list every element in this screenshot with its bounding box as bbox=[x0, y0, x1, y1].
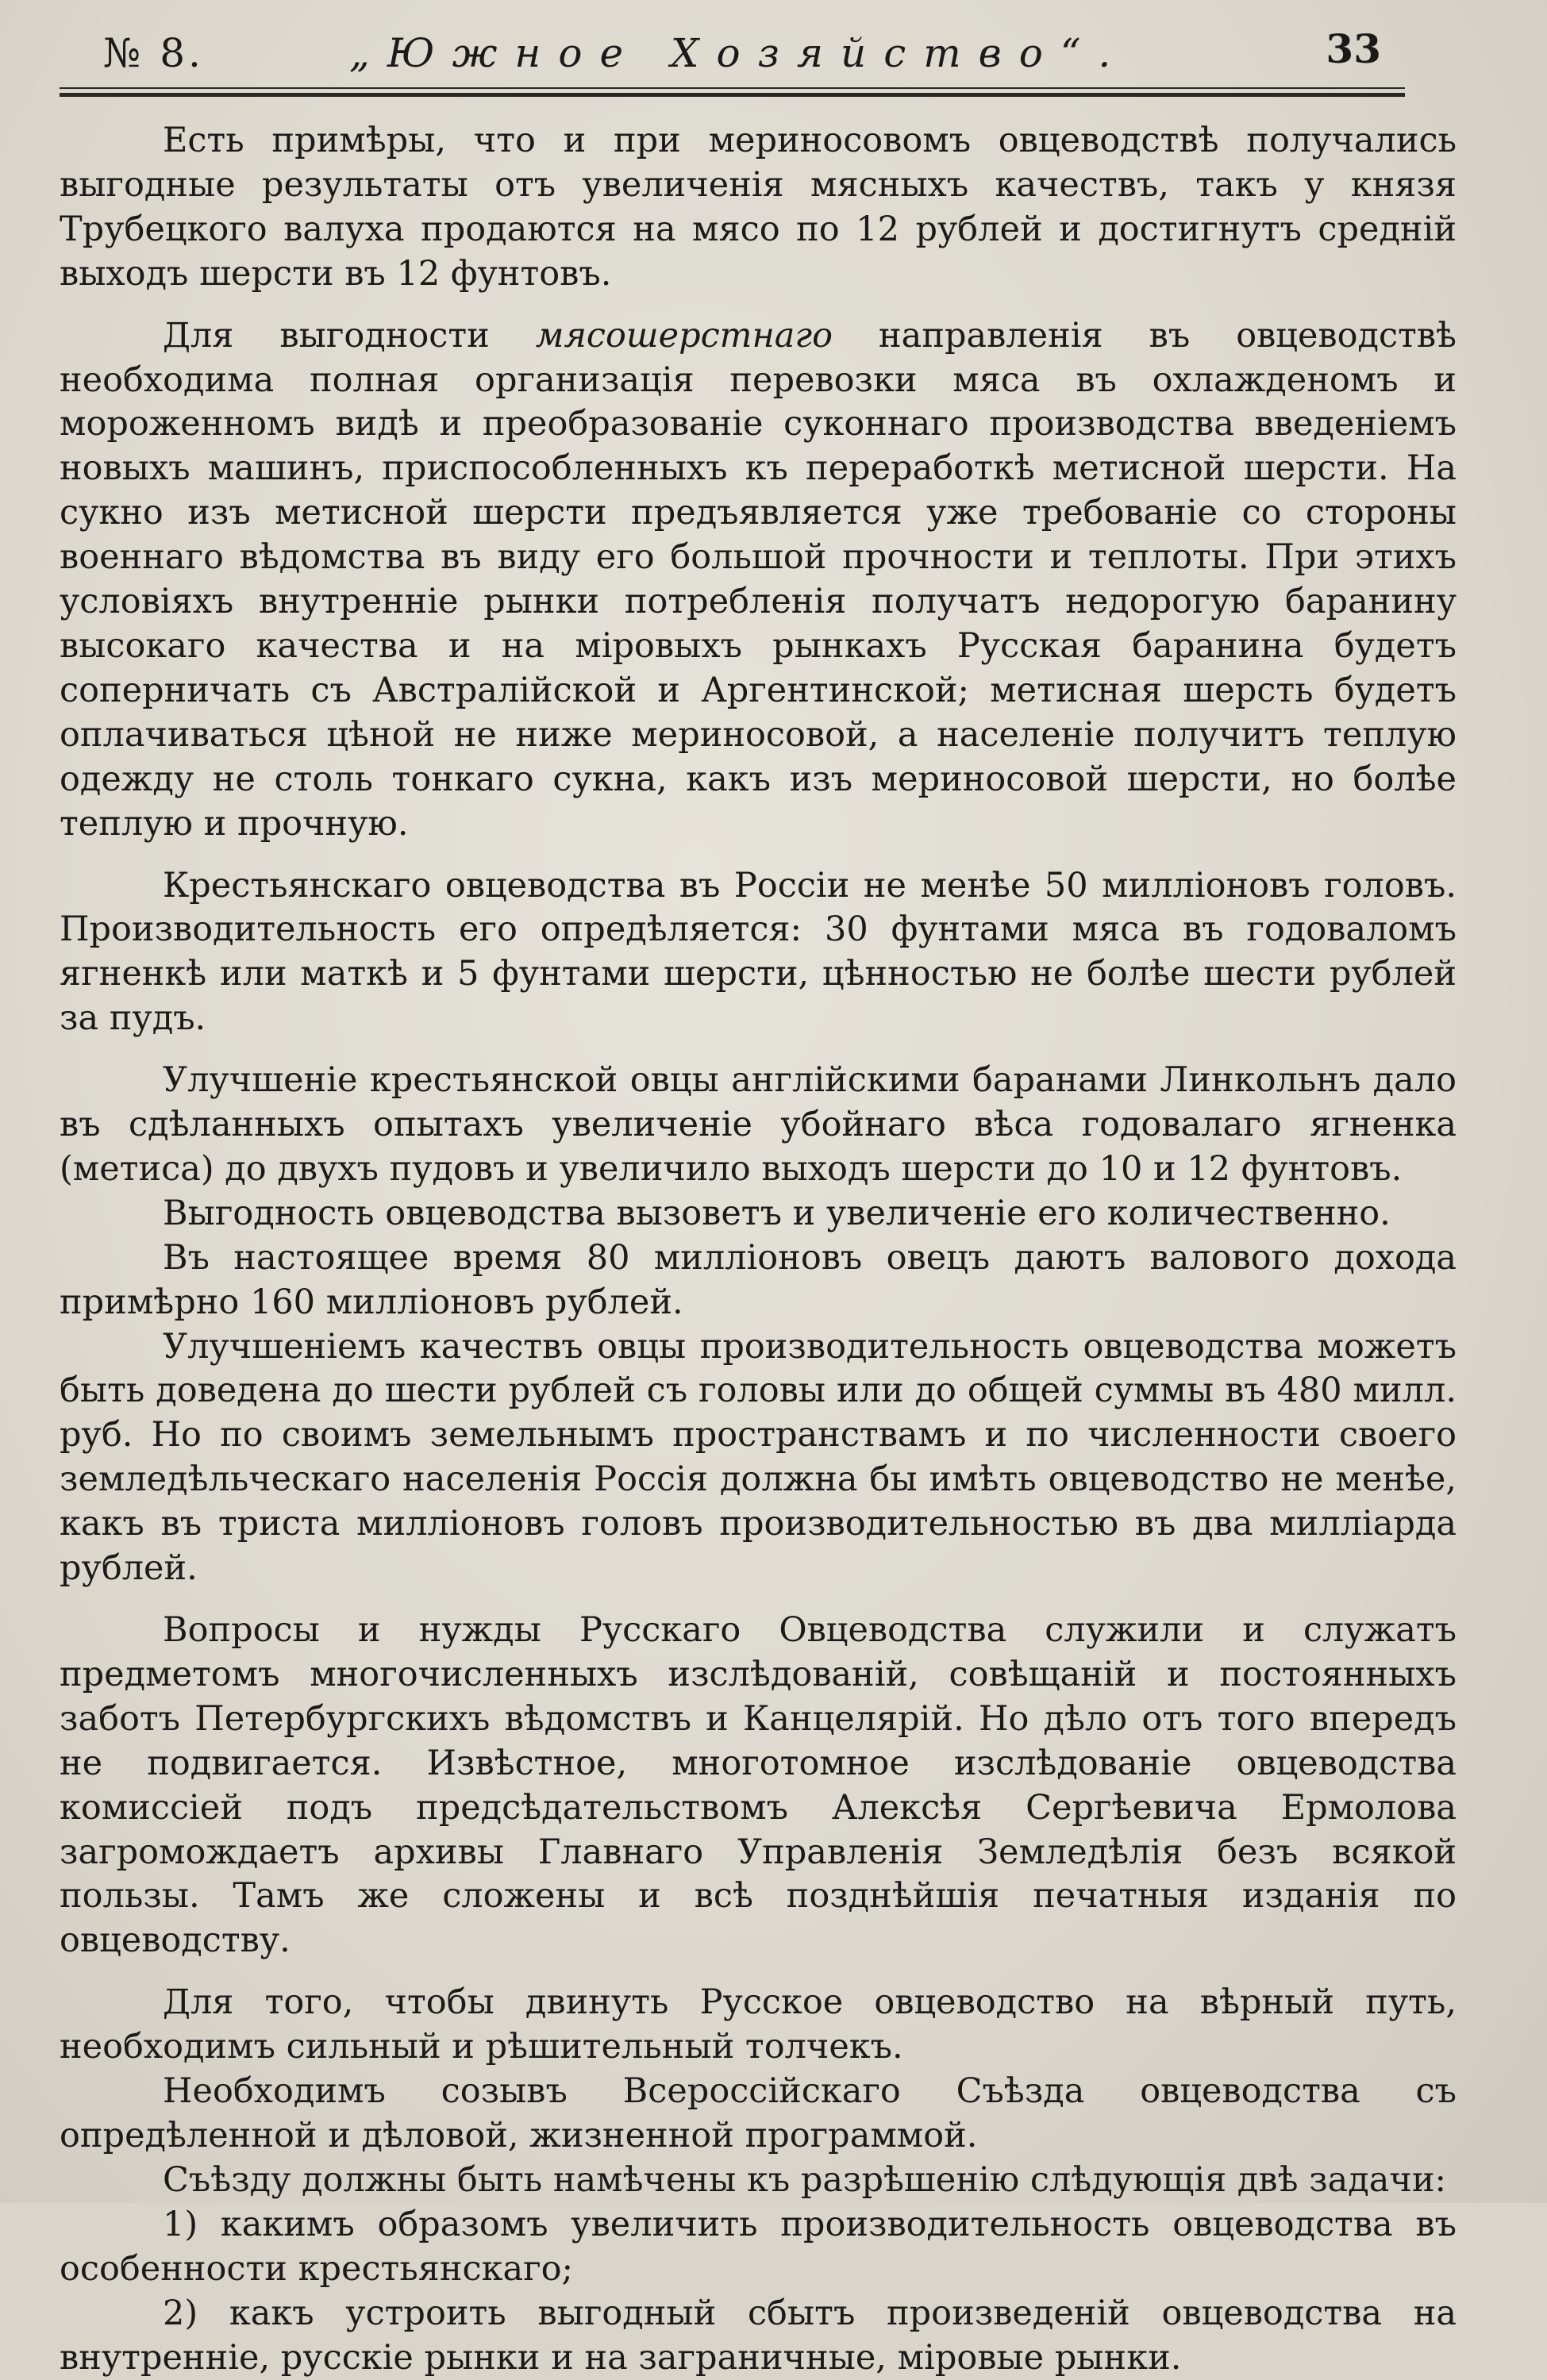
journal-title: „Южное Хозяйство“. bbox=[349, 30, 1129, 76]
paragraph: Вопросы и нужды Русскаго Овцеводства служили и служатъ предметомъ многочисленныхъ изслѣдованій, совѣщаній и постоянныхъ заботъ Петербургскихъ вѣдомствъ и Канцелярій. Но дѣло отъ того впередъ не подвигается. Извѣстное, многотомное изслѣдованіе овцеводства комиссіей подъ предсѣдательствомъ Алексѣя Сергѣевича Ермолова загромождаетъ архивы Главнаго Управленія Земледѣлія безъ всякой пользы. Тамъ же сложены и всѣ позднѣйшія печатныя изданія по овцеводству. bbox=[60, 1610, 1457, 1961]
paragraph: Улучшеніе крестьянской овцы англійскими баранами Линкольнъ дало въ сдѣланныхъ опытахъ увеличеніе убойнаго вѣса годовалаго ягненка (метиса) до двухъ пудовъ и увеличило выходъ шерсти до 10 и 12 фунтовъ. bbox=[60, 1060, 1457, 1189]
paragraph: Необходимъ созывъ Всероссійскаго Съѣзда овцеводства съ опредѣленной и дѣловой, жизненной программой. bbox=[60, 2071, 1457, 2155]
paragraph: Есть примѣры, что и при мериносовомъ овцеводствѣ получались выгодные результаты отъ увеличенія мясныхъ качествъ, такъ у князя Трубецкого валуха продаются на мясо по 12 рублей и достигнутъ средній выходъ шерсти въ 12 фунтовъ. bbox=[60, 121, 1457, 294]
issue-number: № 8. bbox=[103, 30, 204, 76]
article-body bbox=[60, 119, 1457, 2380]
paragraph: Крестьянскаго овцеводства въ Россіи не менѣе 50 милліоновъ головъ. Производительность его опредѣляется: 30 фунтами мяса въ годоваломъ ягненкѣ или маткѣ и 5 фунтами шерсти, цѣнностью не болѣе шести рублей за пудъ. bbox=[60, 865, 1457, 1039]
emphasis-term: мясошерстнаго bbox=[535, 315, 833, 356]
page-number: 33 bbox=[1326, 25, 1381, 72]
paragraph bbox=[60, 314, 1457, 847]
list-item: 2) какъ устроить выгодный сбытъ произведеній овцеводства на внутренніе, русскіе рынки и на заграничные, міровые рынки. bbox=[60, 2293, 1457, 2378]
paragraph: Для того, чтобы двинуть Русское овцеводство на вѣрный путь, необходимъ сильный и рѣшительный толчекъ. bbox=[60, 1982, 1457, 2067]
paragraph-text: направленія въ овцеводствѣ необходима полная организація перевозки мяса въ охлажденомъ и мороженномъ видѣ и преобразованіе суконнаго производства введеніемъ новыхъ машинъ, приспособленныхъ къ переработкѣ метисной шерсти. На сукно изъ метисной шерсти предъявляется уже требованіе со стороны военнаго вѣдомства въ виду его большой прочности и теплоты. При этихъ условіяхъ внутренніе рынки потребленія получатъ недорогую баранину высокаго качества и на міровыхъ рынкахъ Русская баранина будетъ соперничать съ Австралійской и Аргентинской; метисная шерсть будетъ оплачиваться цѣной не ниже мериносовой, а населеніе получитъ теплую одежду не столь тонкаго сукна, какъ изъ мериносовой шерсти, но болѣе теплую и прочную. bbox=[60, 315, 1457, 844]
page-header bbox=[103, 25, 1381, 86]
paragraph: Въ настоящее время 80 милліоновъ овецъ даютъ валового дохода примѣрно 160 милліоновъ рублей. bbox=[60, 1237, 1457, 1322]
paragraph-text: Для выгодности bbox=[163, 315, 536, 356]
paragraph: Улучшеніемъ качествъ овцы производительность овцеводства можетъ быть доведена до шести рублей съ головы или до общей суммы въ 480 милл. руб. Но по своимъ земельнымъ пространствамъ и по численности своего земледѣльческаго населенія Россія должна бы имѣть овцеводство не менѣе, какъ въ триста милліоновъ головъ производительностью въ два милліарда рублей. bbox=[60, 1326, 1457, 1589]
header-rule-thick bbox=[60, 93, 1405, 97]
list-item: 1) какимъ образомъ увеличить производительность овцеводства въ особенности крестьянскаго; bbox=[60, 2204, 1457, 2289]
paragraph: Съѣзду должны быть намѣчены къ разрѣшенію слѣдующія двѣ задачи: bbox=[163, 2159, 1446, 2200]
header-rule-thin bbox=[60, 87, 1405, 89]
paragraph: Выгодность овцеводства вызоветъ и увеличеніе его количественно. bbox=[163, 1193, 1391, 1233]
